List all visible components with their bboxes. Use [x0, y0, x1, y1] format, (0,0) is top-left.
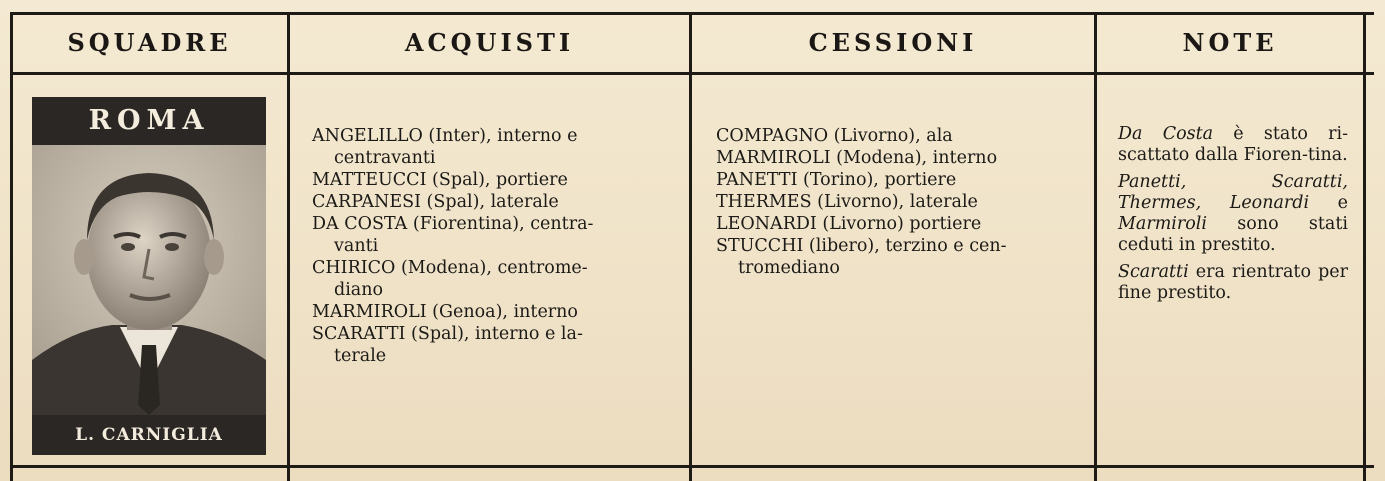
list-item: THERMES (Livorno), laterale: [716, 192, 978, 212]
list-item: MARMIROLI (Genoa), interno: [312, 302, 578, 322]
header-cessioni: CESSIONI: [808, 28, 978, 57]
list-item: CHIRICO (Modena), centrome- diano: [312, 258, 588, 300]
list-item: CARPANESI (Spal), laterale: [312, 192, 559, 212]
note-2: Panetti, Scaratti, Thermes, Leonardi e Marmiroli sono stati ceduti in prestito.: [1118, 172, 1348, 255]
header-note: NOTE: [1182, 28, 1278, 57]
header-divider: [10, 72, 1374, 75]
coach-portrait-icon: [32, 145, 266, 415]
list-item: PANETTI (Torino), portiere: [716, 170, 957, 190]
header-acquisti: ACQUISTI: [404, 28, 575, 57]
column-divider-1: [287, 12, 290, 481]
list-item: MARMIROLI (Modena), interno: [716, 148, 998, 168]
list-item: ANGELILLO (Inter), interno e centravanti: [312, 126, 578, 168]
list-item: DA COSTA (Fiorentina), centra- vanti: [312, 214, 594, 256]
list-item: COMPAGNO (Livorno), ala: [716, 126, 953, 146]
list-item: LEONARDI (Livorno) portiere: [716, 214, 982, 234]
note-1: Da Costa è stato ri-scattato dalla Fioren-tina.: [1118, 124, 1349, 165]
coach-photo: [32, 145, 266, 415]
team-name: ROMA: [32, 97, 266, 145]
table-top-border: [10, 12, 1374, 15]
column-border-left: [10, 12, 13, 481]
list-item: STUCCHI (libero), terzino e cen- tromediano: [716, 236, 1007, 278]
acquisti-list: [312, 125, 668, 367]
table-bottom-border: [10, 465, 1374, 468]
list-item: SCARATTI (Spal), interno e la- terale: [312, 324, 583, 366]
column-divider-2: [689, 12, 692, 481]
column-divider-3: [1094, 12, 1097, 481]
coach-name: L. CARNIGLIA: [32, 415, 266, 455]
notes-column: [1118, 124, 1348, 310]
header-squadre: SQUADRE: [67, 28, 232, 57]
note-3: Scaratti era rientrato per fine prestito.: [1118, 262, 1348, 303]
column-border-right: [1363, 12, 1366, 481]
list-item: MATTEUCCI (Spal), portiere: [312, 170, 568, 190]
cessioni-list: [716, 125, 1076, 279]
